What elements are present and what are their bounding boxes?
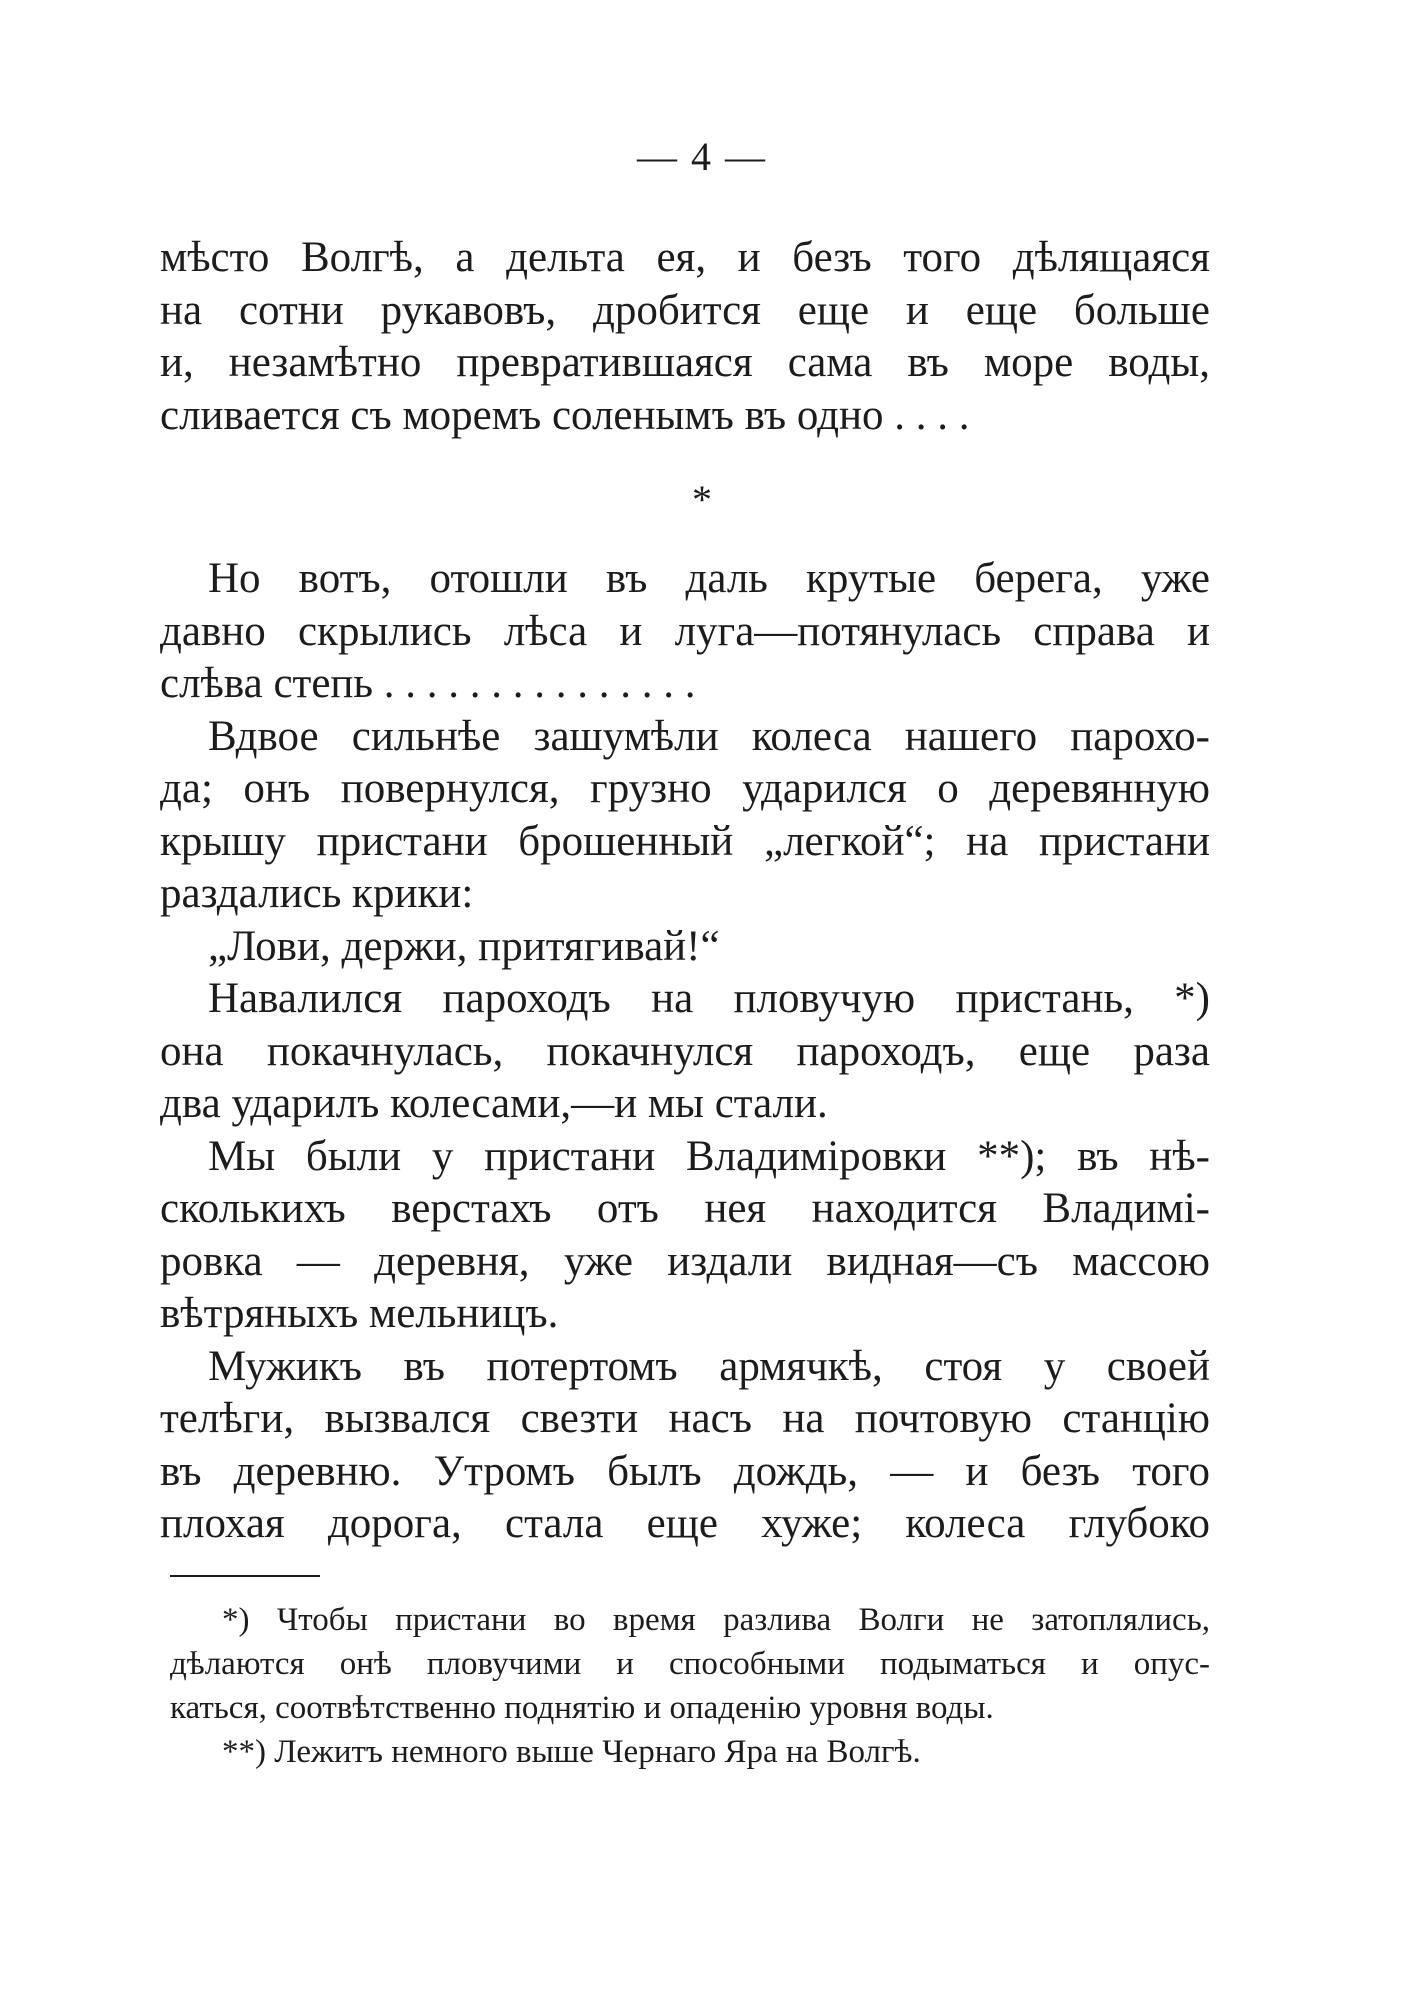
text-line: вѣтряныхъ мельницъ. [160, 1290, 559, 1337]
text-line: и, незамѣтно превратившаяся сама въ море воды, [160, 339, 1210, 386]
text-line: Мы были у пристани Владиміровки **); въ нѣ- [208, 1132, 1210, 1180]
footnote-line: каться, соотвѣтственно поднятію и опаденію уровня воды. [170, 1690, 994, 1726]
footnote-line: *) Чтобы пристани во время разлива Волги не затоплялись, [222, 1602, 1210, 1638]
paragraph [160, 973, 1210, 1131]
section-asterism: * [692, 477, 712, 522]
footnote [170, 1598, 1210, 1730]
text-line: Мужикъ въ потертомъ армячкѣ, стоя у своей [208, 1342, 1210, 1390]
text-line: крышу пристани брошенный „легкой“; на пристани [160, 817, 1210, 865]
footnotes [170, 1598, 1210, 1774]
text-line: слѣва степь . . . . . . . . . . . . . . . [160, 660, 696, 707]
text-line: сливается съ моремъ соленымъ въ одно . . . . [160, 391, 970, 439]
text-line: „Лови, держи, притягивай!“ [208, 922, 720, 970]
text-line: мѣсто Волгѣ, а дельта ея, и безъ того дѣлящаяся [160, 234, 1210, 281]
paragraph [160, 1341, 1210, 1551]
paragraph [160, 1131, 1210, 1341]
text-line: Вдвое сильнѣе зашумѣли колеса нашего парохо- [208, 712, 1210, 760]
text-line: телѣги, вызвался свезти насъ на почтовую станцію [160, 1395, 1210, 1442]
footnote-line: **) Лежитъ немного выше Чернаго Яра на Волгѣ. [222, 1734, 921, 1770]
footnote-divider [170, 1575, 320, 1577]
page-number: — 4 — [637, 134, 767, 179]
paragraph [160, 553, 1210, 711]
footnote-line: дѣлаются онѣ пловучими и способными подыматься и опус- [170, 1646, 1210, 1682]
text-line: Навалился пароходъ на пловучую пристань, *) [208, 975, 1210, 1022]
text-line: на сотни рукавовъ, дробится еще и еще больше [160, 286, 1210, 334]
text-line: да; онъ повернулся, грузно ударился о деревянную [160, 765, 1210, 812]
text-line: она покачнулась, покачнулся пароходъ, еще раза [160, 1027, 1210, 1075]
text-line: раздались крики: [160, 870, 474, 917]
text-block-continuation [160, 232, 1210, 442]
text-line: сколькихъ верстахъ отъ нея находится Владимі- [160, 1185, 1210, 1232]
text-line: давно скрылись лѣса и луга—потянулась справа и [160, 607, 1210, 655]
paragraph [160, 921, 1210, 974]
text-line: два ударилъ колесами,—и мы стали. [160, 1080, 828, 1127]
text-line: Но вотъ, отошли въ даль крутые берега, уже [208, 555, 1210, 602]
text-block-section [160, 553, 1210, 1551]
text-line: въ деревню. Утромъ былъ дождь, — и безъ того [160, 1447, 1210, 1495]
paragraph [160, 232, 1210, 442]
text-line: плохая дорога, стала еще хуже; колеса глубоко [160, 1500, 1210, 1547]
footnote [170, 1730, 1210, 1774]
paragraph [160, 711, 1210, 921]
text-line: ровка — деревня, уже издали видная—съ массою [160, 1237, 1210, 1285]
